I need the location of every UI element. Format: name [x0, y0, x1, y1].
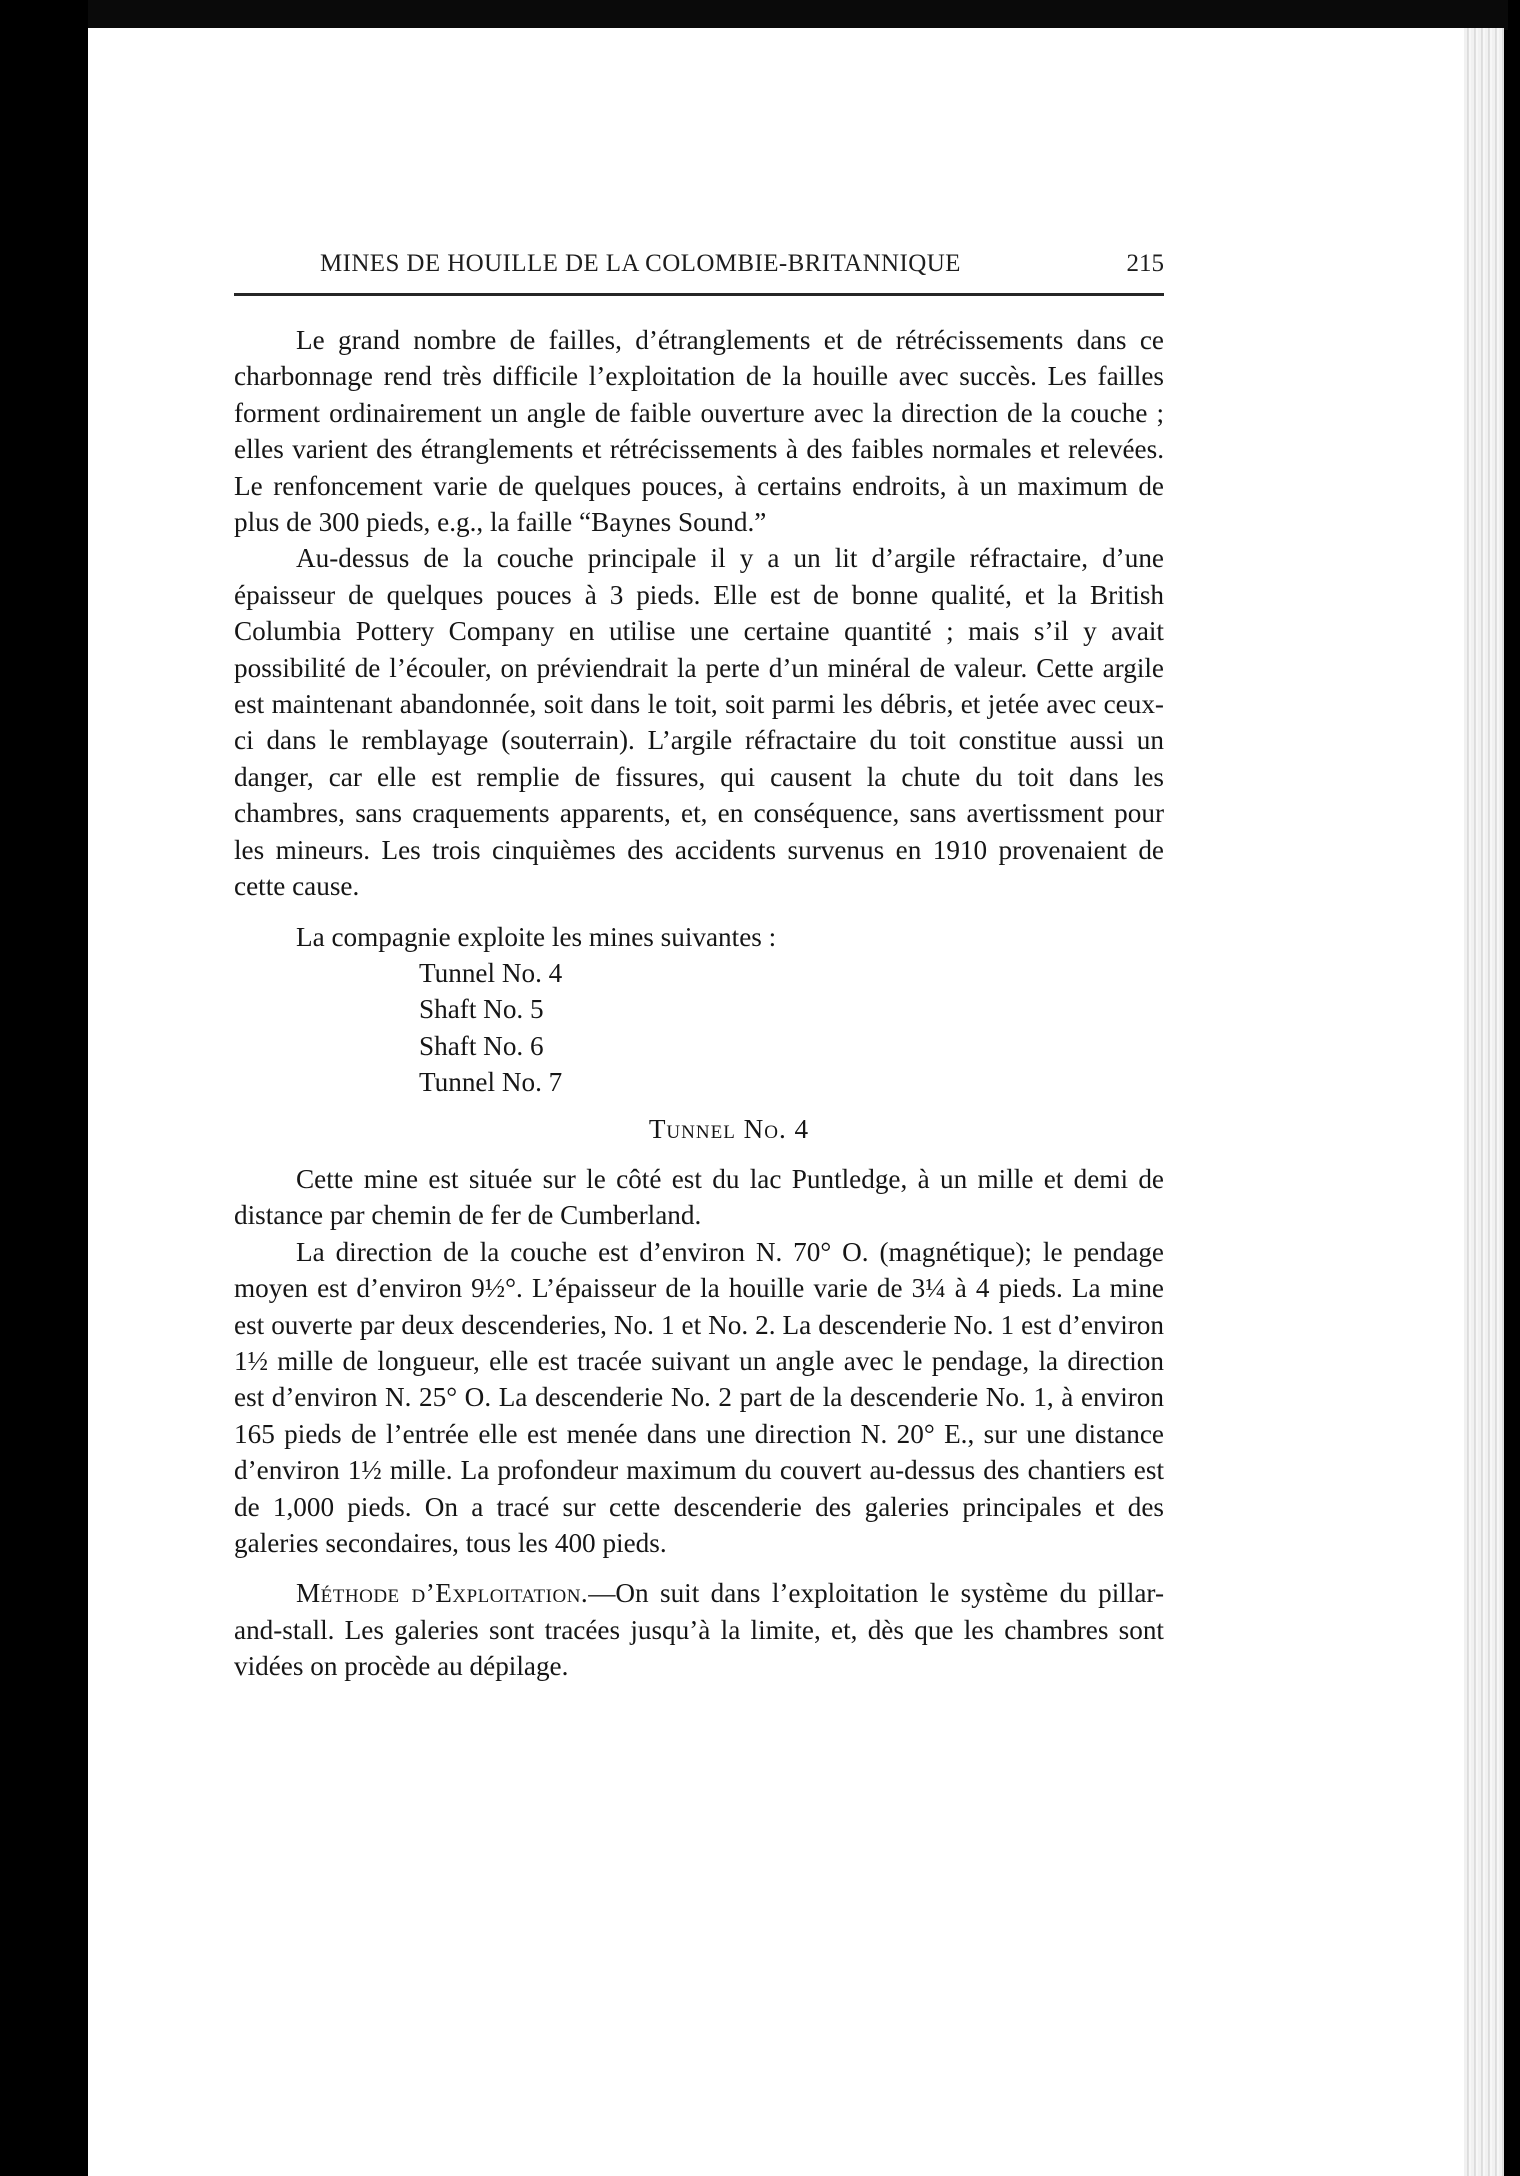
paragraph-direction: La direction de la couche est d’environ N. 70° O. (magnétique); le pendage moyen est d’environ 9½°. L’épaisseur de la houille varie de 3¼ à 4 pieds. La mine est ouverte par deux descenderies, No. 1 et No. 2. La descenderie No. 1 est d’environ 1½ mille de longueur, elle est tracée suivant un angle avec le pendage, la direction est d’environ N. 25° O. La descenderie No. 2 part de la descenderie No. 1, à environ 165 pieds de l’entrée elle est menée dans une direction N. 20° E., sur une distance d’environ 1½ mille. La profondeur maximum du couvert au-dessus des chantiers est de 1,000 pieds. On a tracé sur cette descenderie des galeries principales et des galeries secondaires, tous les 400 pieds.	[234, 1236, 1164, 1558]
paragraph-faults: Le grand nombre de failles, d’étranglements et de rétrécissements dans ce charbonnage rend très difficile l’exploitation de la houille avec succès. Les failles forment ordinairement un angle de faible ouverture avec la direction de la couche ; elles varient des étranglements et rétrécissements à des faibles normales et relevées. Le renfoncement varie de quelques pouces, à certains endroits, à un maximum de plus de 300 pieds, e.g., la faille “Baynes Sound.”	[234, 325, 1164, 538]
mine-list-item: Shaft No. 5	[419, 994, 544, 1025]
mine-list-item: Tunnel No. 4	[419, 957, 563, 988]
body-text	[234, 322, 1164, 1685]
paragraph-mines-intro: La compagnie exploite les mines suivantes :	[296, 921, 777, 952]
page-number: 215	[1126, 250, 1164, 277]
header-rule	[234, 293, 1164, 296]
scan-top-edge	[88, 0, 1508, 30]
running-title: MINES DE HOUILLE DE LA COLOMBIE-BRITANNIQUE	[320, 250, 961, 277]
mine-list-item: Tunnel No. 7	[419, 1067, 563, 1098]
method-lead: Méthode d’Exploitation.	[296, 1578, 589, 1609]
method-text: —On suit dans l’exploitation le système du pillar-and-stall. Les galeries sont tracées jusqu’à la limite, et, dès que les chambres sont vidées on procède au dépilage.	[234, 1578, 1164, 1682]
paragraph-fireclay: Au-dessus de la couche principale il y a un lit d’argile réfractaire, d’une épaisseur de quelques pouces à 3 pieds. Elle est de bonne qualité, et la British Columbia Pottery Company en utilise une certaine quantité ; mais s’il y avait possibilité de l’écouler, on préviendrait la perte d’un minéral de valeur. Cette argile est maintenant abandonnée, soit dans le toit, soit parmi les débris, et jetée avec ceux-ci dans le remblayage (souterrain). L’argile réfractaire du toit constitue aussi un danger, car elle est remplie de fissures, qui causent la chute du toit dans les chambres, sans craquements apparents, et, en conséquence, sans avertissment pour les mineurs. Les trois cinquièmes des accidents survenus en 1910 provenaient de cette cause.	[234, 543, 1164, 902]
paragraph-method	[234, 1575, 1164, 1684]
section-heading: Tunnel No. 4	[648, 1113, 810, 1144]
running-head	[234, 250, 1164, 290]
paragraph-location: Cette mine est située sur le côté est du lac Puntledge, à un mille et demi de distance par chemin de fer de Cumberland.	[234, 1163, 1164, 1231]
page-edges	[1464, 28, 1504, 2176]
mine-list	[234, 955, 1164, 1101]
mine-list-item: Shaft No. 6	[419, 1030, 544, 1061]
